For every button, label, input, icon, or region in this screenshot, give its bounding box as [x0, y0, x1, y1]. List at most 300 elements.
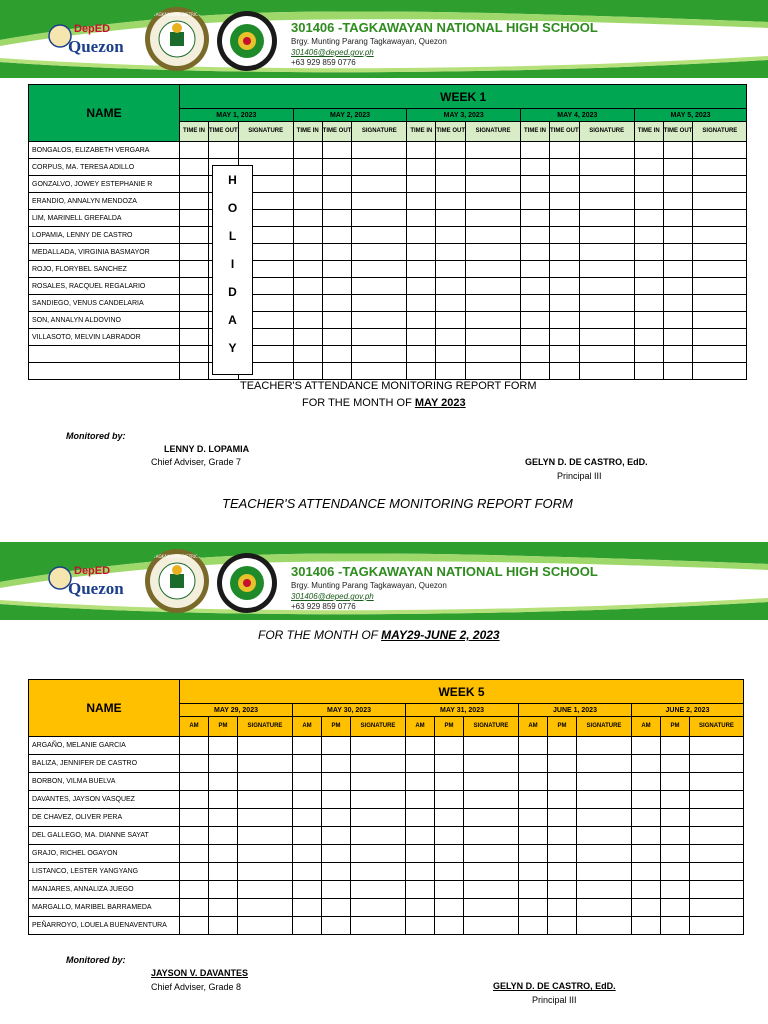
- attendance-cell[interactable]: [293, 176, 322, 193]
- attendance-cell[interactable]: [521, 159, 550, 176]
- attendance-cell[interactable]: [180, 193, 209, 210]
- attendance-cell[interactable]: [406, 917, 435, 935]
- attendance-cell[interactable]: [209, 809, 238, 827]
- attendance-cell[interactable]: [693, 176, 747, 193]
- attendance-cell[interactable]: [634, 142, 663, 159]
- attendance-cell[interactable]: [435, 899, 464, 917]
- attendance-cell[interactable]: [690, 845, 744, 863]
- attendance-cell[interactable]: [435, 917, 464, 935]
- attendance-cell[interactable]: [634, 193, 663, 210]
- attendance-cell[interactable]: [661, 791, 690, 809]
- attendance-cell[interactable]: [661, 863, 690, 881]
- attendance-cell[interactable]: [293, 881, 322, 899]
- attendance-cell[interactable]: [238, 809, 293, 827]
- attendance-cell[interactable]: [548, 899, 577, 917]
- attendance-cell[interactable]: [293, 863, 322, 881]
- attendance-cell[interactable]: [550, 312, 580, 329]
- attendance-cell[interactable]: [407, 244, 436, 261]
- attendance-cell[interactable]: [436, 159, 466, 176]
- attendance-cell[interactable]: [238, 827, 293, 845]
- attendance-cell[interactable]: [209, 773, 238, 791]
- school-email[interactable]: 301406@deped.gov.ph: [291, 592, 374, 601]
- attendance-cell[interactable]: [690, 737, 744, 755]
- attendance-cell[interactable]: [663, 244, 693, 261]
- attendance-cell[interactable]: [180, 295, 209, 312]
- attendance-cell[interactable]: [548, 863, 577, 881]
- attendance-cell[interactable]: [209, 863, 238, 881]
- attendance-cell[interactable]: [550, 193, 580, 210]
- attendance-cell[interactable]: [180, 363, 209, 380]
- attendance-cell[interactable]: [180, 791, 209, 809]
- attendance-cell[interactable]: [436, 346, 466, 363]
- attendance-cell[interactable]: [180, 329, 209, 346]
- attendance-cell[interactable]: [579, 329, 634, 346]
- attendance-cell[interactable]: [634, 261, 663, 278]
- attendance-cell[interactable]: [407, 142, 436, 159]
- attendance-cell[interactable]: [464, 827, 519, 845]
- attendance-cell[interactable]: [577, 827, 632, 845]
- attendance-cell[interactable]: [693, 312, 747, 329]
- attendance-cell[interactable]: [577, 773, 632, 791]
- attendance-cell[interactable]: [466, 363, 521, 380]
- attendance-cell[interactable]: [577, 809, 632, 827]
- attendance-cell[interactable]: [519, 809, 548, 827]
- attendance-cell[interactable]: [293, 363, 322, 380]
- attendance-cell[interactable]: [579, 176, 634, 193]
- attendance-cell[interactable]: [521, 363, 550, 380]
- attendance-cell[interactable]: [548, 773, 577, 791]
- attendance-cell[interactable]: [322, 363, 352, 380]
- attendance-cell[interactable]: [663, 142, 693, 159]
- attendance-cell[interactable]: [550, 346, 580, 363]
- attendance-cell[interactable]: [466, 295, 521, 312]
- attendance-cell[interactable]: [351, 737, 406, 755]
- attendance-cell[interactable]: [632, 845, 661, 863]
- attendance-cell[interactable]: [519, 899, 548, 917]
- attendance-cell[interactable]: [407, 176, 436, 193]
- attendance-cell[interactable]: [693, 142, 747, 159]
- attendance-cell[interactable]: [577, 737, 632, 755]
- attendance-cell[interactable]: [180, 863, 209, 881]
- attendance-cell[interactable]: [238, 142, 293, 159]
- attendance-cell[interactable]: [293, 159, 322, 176]
- attendance-cell[interactable]: [693, 193, 747, 210]
- attendance-cell[interactable]: [693, 159, 747, 176]
- attendance-cell[interactable]: [180, 881, 209, 899]
- attendance-cell[interactable]: [521, 329, 550, 346]
- attendance-cell[interactable]: [466, 227, 521, 244]
- attendance-cell[interactable]: [632, 809, 661, 827]
- attendance-cell[interactable]: [436, 278, 466, 295]
- attendance-cell[interactable]: [634, 312, 663, 329]
- attendance-cell[interactable]: [577, 863, 632, 881]
- attendance-cell[interactable]: [661, 827, 690, 845]
- attendance-cell[interactable]: [521, 210, 550, 227]
- attendance-cell[interactable]: [352, 295, 407, 312]
- attendance-cell[interactable]: [180, 210, 209, 227]
- attendance-cell[interactable]: [209, 917, 238, 935]
- attendance-cell[interactable]: [180, 176, 209, 193]
- attendance-cell[interactable]: [661, 881, 690, 899]
- attendance-cell[interactable]: [548, 809, 577, 827]
- attendance-cell[interactable]: [579, 244, 634, 261]
- attendance-cell[interactable]: [521, 346, 550, 363]
- attendance-cell[interactable]: [351, 917, 406, 935]
- attendance-cell[interactable]: [661, 809, 690, 827]
- attendance-cell[interactable]: [293, 261, 322, 278]
- attendance-cell[interactable]: [632, 755, 661, 773]
- attendance-cell[interactable]: [466, 261, 521, 278]
- attendance-cell[interactable]: [322, 227, 352, 244]
- attendance-cell[interactable]: [352, 210, 407, 227]
- attendance-cell[interactable]: [693, 278, 747, 295]
- attendance-cell[interactable]: [407, 363, 436, 380]
- attendance-cell[interactable]: [436, 244, 466, 261]
- attendance-cell[interactable]: [663, 210, 693, 227]
- attendance-cell[interactable]: [352, 346, 407, 363]
- attendance-cell[interactable]: [407, 312, 436, 329]
- attendance-cell[interactable]: [690, 809, 744, 827]
- attendance-cell[interactable]: [663, 295, 693, 312]
- attendance-cell[interactable]: [663, 176, 693, 193]
- attendance-cell[interactable]: [519, 917, 548, 935]
- attendance-cell[interactable]: [351, 881, 406, 899]
- attendance-cell[interactable]: [406, 773, 435, 791]
- attendance-cell[interactable]: [661, 917, 690, 935]
- attendance-cell[interactable]: [293, 193, 322, 210]
- attendance-cell[interactable]: [690, 773, 744, 791]
- attendance-cell[interactable]: [521, 244, 550, 261]
- attendance-cell[interactable]: [690, 791, 744, 809]
- attendance-cell[interactable]: [180, 312, 209, 329]
- attendance-cell[interactable]: [661, 755, 690, 773]
- attendance-cell[interactable]: [180, 917, 209, 935]
- attendance-cell[interactable]: [464, 863, 519, 881]
- attendance-cell[interactable]: [693, 295, 747, 312]
- attendance-cell[interactable]: [663, 261, 693, 278]
- attendance-cell[interactable]: [634, 346, 663, 363]
- attendance-cell[interactable]: [322, 809, 351, 827]
- attendance-cell[interactable]: [521, 193, 550, 210]
- attendance-cell[interactable]: [693, 363, 747, 380]
- attendance-cell[interactable]: [407, 210, 436, 227]
- attendance-cell[interactable]: [690, 863, 744, 881]
- attendance-cell[interactable]: [406, 809, 435, 827]
- attendance-cell[interactable]: [406, 845, 435, 863]
- attendance-cell[interactable]: [661, 773, 690, 791]
- attendance-cell[interactable]: [548, 827, 577, 845]
- attendance-cell[interactable]: [464, 917, 519, 935]
- attendance-cell[interactable]: [550, 244, 580, 261]
- attendance-cell[interactable]: [519, 827, 548, 845]
- attendance-cell[interactable]: [693, 227, 747, 244]
- attendance-cell[interactable]: [550, 142, 580, 159]
- attendance-cell[interactable]: [519, 881, 548, 899]
- attendance-cell[interactable]: [435, 827, 464, 845]
- attendance-cell[interactable]: [406, 737, 435, 755]
- attendance-cell[interactable]: [579, 142, 634, 159]
- attendance-cell[interactable]: [293, 346, 322, 363]
- attendance-cell[interactable]: [632, 737, 661, 755]
- attendance-cell[interactable]: [436, 329, 466, 346]
- attendance-cell[interactable]: [180, 845, 209, 863]
- attendance-cell[interactable]: [579, 363, 634, 380]
- attendance-cell[interactable]: [579, 193, 634, 210]
- attendance-cell[interactable]: [209, 142, 239, 159]
- attendance-cell[interactable]: [209, 755, 238, 773]
- attendance-cell[interactable]: [690, 917, 744, 935]
- attendance-cell[interactable]: [407, 159, 436, 176]
- attendance-cell[interactable]: [209, 791, 238, 809]
- attendance-cell[interactable]: [690, 881, 744, 899]
- attendance-cell[interactable]: [238, 737, 293, 755]
- attendance-cell[interactable]: [663, 193, 693, 210]
- school-email[interactable]: 301406@deped.gov.ph: [291, 48, 374, 57]
- attendance-cell[interactable]: [407, 278, 436, 295]
- attendance-cell[interactable]: [548, 917, 577, 935]
- attendance-cell[interactable]: [436, 227, 466, 244]
- attendance-cell[interactable]: [293, 917, 322, 935]
- attendance-cell[interactable]: [550, 329, 580, 346]
- attendance-cell[interactable]: [238, 773, 293, 791]
- attendance-cell[interactable]: [436, 193, 466, 210]
- attendance-cell[interactable]: [693, 210, 747, 227]
- attendance-cell[interactable]: [466, 193, 521, 210]
- attendance-cell[interactable]: [435, 809, 464, 827]
- attendance-cell[interactable]: [661, 737, 690, 755]
- attendance-cell[interactable]: [548, 755, 577, 773]
- attendance-cell[interactable]: [238, 845, 293, 863]
- attendance-cell[interactable]: [466, 176, 521, 193]
- attendance-cell[interactable]: [293, 773, 322, 791]
- attendance-cell[interactable]: [693, 244, 747, 261]
- attendance-cell[interactable]: [632, 773, 661, 791]
- attendance-cell[interactable]: [352, 329, 407, 346]
- attendance-cell[interactable]: [690, 827, 744, 845]
- attendance-cell[interactable]: [521, 278, 550, 295]
- attendance-cell[interactable]: [180, 159, 209, 176]
- attendance-cell[interactable]: [322, 329, 352, 346]
- attendance-cell[interactable]: [663, 278, 693, 295]
- attendance-cell[interactable]: [663, 312, 693, 329]
- attendance-cell[interactable]: [180, 142, 209, 159]
- attendance-cell[interactable]: [550, 159, 580, 176]
- attendance-cell[interactable]: [351, 755, 406, 773]
- attendance-cell[interactable]: [519, 737, 548, 755]
- attendance-cell[interactable]: [663, 329, 693, 346]
- attendance-cell[interactable]: [293, 142, 322, 159]
- attendance-cell[interactable]: [180, 827, 209, 845]
- attendance-cell[interactable]: [663, 346, 693, 363]
- attendance-cell[interactable]: [322, 845, 351, 863]
- attendance-cell[interactable]: [519, 773, 548, 791]
- attendance-cell[interactable]: [407, 329, 436, 346]
- attendance-cell[interactable]: [352, 159, 407, 176]
- attendance-cell[interactable]: [550, 278, 580, 295]
- attendance-cell[interactable]: [466, 142, 521, 159]
- attendance-cell[interactable]: [577, 845, 632, 863]
- attendance-cell[interactable]: [322, 261, 352, 278]
- attendance-cell[interactable]: [579, 210, 634, 227]
- attendance-cell[interactable]: [209, 827, 238, 845]
- attendance-cell[interactable]: [436, 261, 466, 278]
- attendance-cell[interactable]: [407, 295, 436, 312]
- attendance-cell[interactable]: [406, 899, 435, 917]
- attendance-cell[interactable]: [322, 278, 352, 295]
- attendance-cell[interactable]: [293, 312, 322, 329]
- attendance-cell[interactable]: [293, 278, 322, 295]
- attendance-cell[interactable]: [632, 899, 661, 917]
- attendance-cell[interactable]: [579, 312, 634, 329]
- attendance-cell[interactable]: [238, 881, 293, 899]
- attendance-cell[interactable]: [464, 845, 519, 863]
- attendance-cell[interactable]: [322, 346, 352, 363]
- attendance-cell[interactable]: [464, 899, 519, 917]
- attendance-cell[interactable]: [293, 827, 322, 845]
- attendance-cell[interactable]: [293, 244, 322, 261]
- attendance-cell[interactable]: [351, 863, 406, 881]
- attendance-cell[interactable]: [322, 773, 351, 791]
- attendance-cell[interactable]: [466, 312, 521, 329]
- attendance-cell[interactable]: [322, 737, 351, 755]
- attendance-cell[interactable]: [464, 773, 519, 791]
- attendance-cell[interactable]: [663, 363, 693, 380]
- attendance-cell[interactable]: [406, 881, 435, 899]
- attendance-cell[interactable]: [550, 176, 580, 193]
- attendance-cell[interactable]: [519, 791, 548, 809]
- attendance-cell[interactable]: [436, 363, 466, 380]
- attendance-cell[interactable]: [407, 227, 436, 244]
- attendance-cell[interactable]: [406, 863, 435, 881]
- attendance-cell[interactable]: [406, 755, 435, 773]
- attendance-cell[interactable]: [322, 881, 351, 899]
- attendance-cell[interactable]: [180, 773, 209, 791]
- attendance-cell[interactable]: [464, 755, 519, 773]
- attendance-cell[interactable]: [351, 809, 406, 827]
- attendance-cell[interactable]: [519, 755, 548, 773]
- attendance-cell[interactable]: [293, 809, 322, 827]
- attendance-cell[interactable]: [579, 159, 634, 176]
- attendance-cell[interactable]: [180, 737, 209, 755]
- attendance-cell[interactable]: [521, 312, 550, 329]
- attendance-cell[interactable]: [632, 827, 661, 845]
- attendance-cell[interactable]: [406, 827, 435, 845]
- attendance-cell[interactable]: [661, 845, 690, 863]
- attendance-cell[interactable]: [634, 210, 663, 227]
- attendance-cell[interactable]: [180, 755, 209, 773]
- attendance-cell[interactable]: [180, 809, 209, 827]
- attendance-cell[interactable]: [352, 142, 407, 159]
- attendance-cell[interactable]: [693, 261, 747, 278]
- attendance-cell[interactable]: [293, 737, 322, 755]
- attendance-cell[interactable]: [579, 278, 634, 295]
- attendance-cell[interactable]: [548, 791, 577, 809]
- attendance-cell[interactable]: [435, 791, 464, 809]
- attendance-cell[interactable]: [550, 210, 580, 227]
- attendance-cell[interactable]: [550, 227, 580, 244]
- attendance-cell[interactable]: [548, 881, 577, 899]
- attendance-cell[interactable]: [579, 227, 634, 244]
- attendance-cell[interactable]: [577, 899, 632, 917]
- attendance-cell[interactable]: [550, 363, 580, 380]
- attendance-cell[interactable]: [352, 244, 407, 261]
- attendance-cell[interactable]: [293, 295, 322, 312]
- attendance-cell[interactable]: [632, 791, 661, 809]
- attendance-cell[interactable]: [322, 312, 352, 329]
- attendance-cell[interactable]: [521, 176, 550, 193]
- attendance-cell[interactable]: [351, 845, 406, 863]
- attendance-cell[interactable]: [209, 899, 238, 917]
- attendance-cell[interactable]: [351, 899, 406, 917]
- attendance-cell[interactable]: [632, 881, 661, 899]
- attendance-cell[interactable]: [693, 346, 747, 363]
- attendance-cell[interactable]: [550, 295, 580, 312]
- attendance-cell[interactable]: [577, 881, 632, 899]
- attendance-cell[interactable]: [550, 261, 580, 278]
- attendance-cell[interactable]: [180, 227, 209, 244]
- attendance-cell[interactable]: [352, 312, 407, 329]
- attendance-cell[interactable]: [293, 845, 322, 863]
- attendance-cell[interactable]: [322, 295, 352, 312]
- attendance-cell[interactable]: [690, 899, 744, 917]
- attendance-cell[interactable]: [577, 791, 632, 809]
- attendance-cell[interactable]: [436, 312, 466, 329]
- attendance-cell[interactable]: [690, 755, 744, 773]
- attendance-cell[interactable]: [238, 899, 293, 917]
- attendance-cell[interactable]: [407, 193, 436, 210]
- attendance-cell[interactable]: [661, 899, 690, 917]
- attendance-cell[interactable]: [464, 737, 519, 755]
- attendance-cell[interactable]: [464, 791, 519, 809]
- attendance-cell[interactable]: [238, 863, 293, 881]
- attendance-cell[interactable]: [293, 210, 322, 227]
- attendance-cell[interactable]: [435, 881, 464, 899]
- attendance-cell[interactable]: [351, 773, 406, 791]
- attendance-cell[interactable]: [663, 227, 693, 244]
- attendance-cell[interactable]: [293, 791, 322, 809]
- attendance-cell[interactable]: [352, 363, 407, 380]
- attendance-cell[interactable]: [352, 227, 407, 244]
- attendance-cell[interactable]: [435, 845, 464, 863]
- attendance-cell[interactable]: [180, 244, 209, 261]
- attendance-cell[interactable]: [322, 142, 352, 159]
- attendance-cell[interactable]: [464, 809, 519, 827]
- attendance-cell[interactable]: [322, 899, 351, 917]
- attendance-cell[interactable]: [632, 917, 661, 935]
- attendance-cell[interactable]: [466, 210, 521, 227]
- attendance-cell[interactable]: [435, 737, 464, 755]
- attendance-cell[interactable]: [322, 791, 351, 809]
- attendance-cell[interactable]: [238, 917, 293, 935]
- attendance-cell[interactable]: [548, 737, 577, 755]
- attendance-cell[interactable]: [632, 863, 661, 881]
- attendance-cell[interactable]: [466, 329, 521, 346]
- attendance-cell[interactable]: [352, 278, 407, 295]
- attendance-cell[interactable]: [519, 863, 548, 881]
- attendance-cell[interactable]: [436, 176, 466, 193]
- attendance-cell[interactable]: [521, 295, 550, 312]
- attendance-cell[interactable]: [351, 791, 406, 809]
- attendance-cell[interactable]: [293, 755, 322, 773]
- attendance-cell[interactable]: [519, 845, 548, 863]
- attendance-cell[interactable]: [293, 227, 322, 244]
- attendance-cell[interactable]: [435, 863, 464, 881]
- attendance-cell[interactable]: [351, 827, 406, 845]
- attendance-cell[interactable]: [322, 244, 352, 261]
- attendance-cell[interactable]: [322, 176, 352, 193]
- attendance-cell[interactable]: [693, 329, 747, 346]
- attendance-cell[interactable]: [521, 227, 550, 244]
